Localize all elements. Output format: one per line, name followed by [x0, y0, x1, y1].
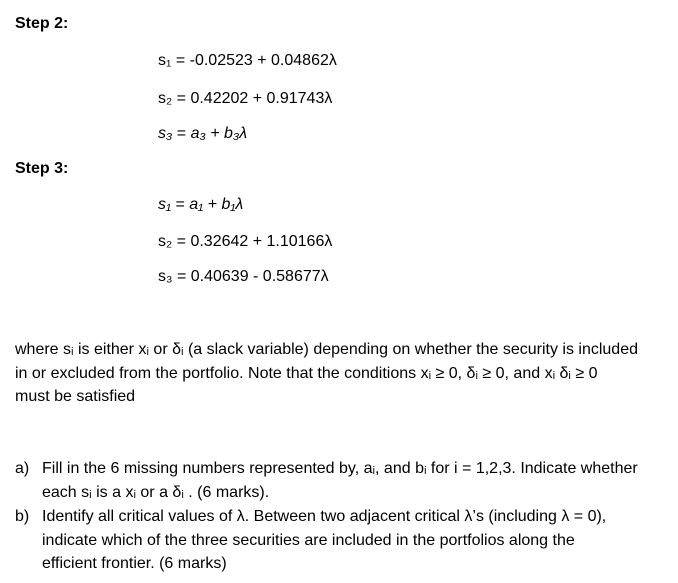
question-a-label: a) [15, 460, 30, 477]
step3-equation-1-lhs: s₁ [158, 196, 172, 213]
question-b-line-2: indicate which of the three securities are included in the portfolios along the [42, 531, 575, 549]
step3-equation-3: s₃ = 0.40639 - 0.58677λ [158, 268, 329, 285]
step3-heading: Step 3: [15, 160, 69, 177]
step2-equation-3-rhs: a₃ + b₃λ [190, 125, 248, 142]
question-b-label: b) [15, 508, 30, 525]
explanation-line-1: where sᵢ is either xᵢ or δᵢ (a slack variable) depending on whether the security is included [15, 341, 638, 358]
step2-equation-2: s₂ = 0.42202 + 0.91743λ [158, 90, 333, 107]
explanation-paragraph [15, 338, 670, 409]
explanation-line-2: in or excluded from the portfolio. Note that the conditions xᵢ ≥ 0, δᵢ ≥ 0, and xᵢ δᵢ ≥ 0 [15, 364, 598, 382]
question-b-line-1: Identify all critical values of λ. Between two adjacent critical λ’s (including λ = 0), [42, 508, 607, 525]
step2-equation-3-lhs: s₃ [158, 125, 173, 142]
step2-heading: Step 2: [15, 15, 69, 32]
question-a-line-2: each sᵢ is a xᵢ or a δᵢ . (6 marks). [42, 483, 270, 501]
question-a-line-1: Fill in the 6 missing numbers represented by, aᵢ, and bᵢ for i = 1,2,3. Indicate whether [42, 460, 638, 477]
step2-equation-1: s₁ = -0.02523 + 0.04862λ [158, 52, 337, 69]
question-b-line-3: efficient frontier. (6 marks) [42, 555, 227, 572]
explanation-line-3: must be satisfied [15, 388, 136, 405]
step3-equation-1-rhs: a₁ + b₁λ [189, 196, 244, 213]
step3-equation-2: s₂ = 0.32642 + 1.10166λ [158, 233, 333, 250]
step2-equation-3: s₃ = a₃ + b₃λ [158, 125, 248, 142]
step3-equation-1: s₁ = a₁ + b₁λ [158, 196, 244, 213]
